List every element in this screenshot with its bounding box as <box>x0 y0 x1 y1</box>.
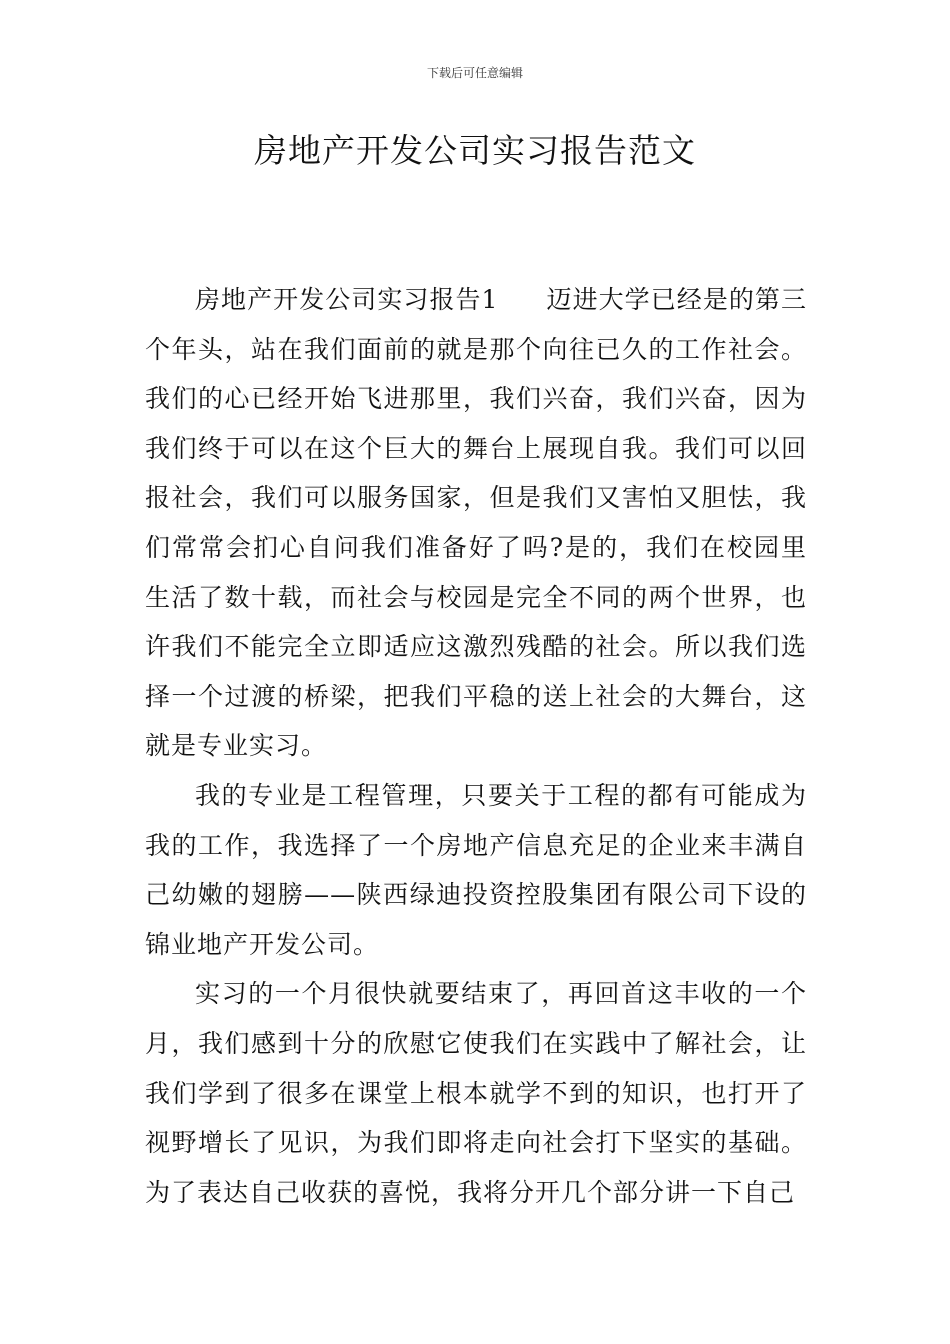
paragraph-2: 我的专业是工程管理，只要关于工程的都有可能成为我的工作，我选择了一个房地产信息充足的企业来丰满自己幼嫩的翅膀——陕西绿迪投资控股集团有限公司下设的锦业地产开发公司。 <box>145 780 807 959</box>
header-note: 下载后可任意编辑 <box>426 66 523 80</box>
paragraph-3: 实习的一个月很快就要结束了，再回首这丰收的一个月，我们感到十分的欣慰它使我们在实践中了解社会，让我们学到了很多在课堂上根本就学不到的知识，也打开了视野增长了见识，为我们即将走向社会打下坚实的基础。为了表达自己收获的喜悦，我将分开几个部分讲一下自己 <box>145 979 807 1207</box>
document-title: 房地产开发公司实习报告范文 <box>254 131 696 170</box>
paragraph-1-body: 迈进大学已经是的第三个年头，站在我们面前的就是那个向往已久的工作社会。我们的心已经开始飞进那里，我们兴奋，我们兴奋，因为我们终于可以在这个巨大的舞台上展现自我。我们可以回报社会，我们可以服务国家，但是我们又害怕又胆怯，我们常常会扪心自问我们准备好了吗?是的，我们在校园里生活了数十载，而社会与校园是完全不同的两个世界，也许我们不能完全立即适应这激烈残酷的社会。所以我们选择一个过渡的桥梁，把我们平稳的送上社会的大舞台，这就是专业实习。 <box>145 285 807 761</box>
paragraph-1 <box>145 275 807 771</box>
paragraph-1-lead: 房地产开发公司实习报告1 <box>195 285 499 314</box>
document-body <box>145 275 807 1217</box>
